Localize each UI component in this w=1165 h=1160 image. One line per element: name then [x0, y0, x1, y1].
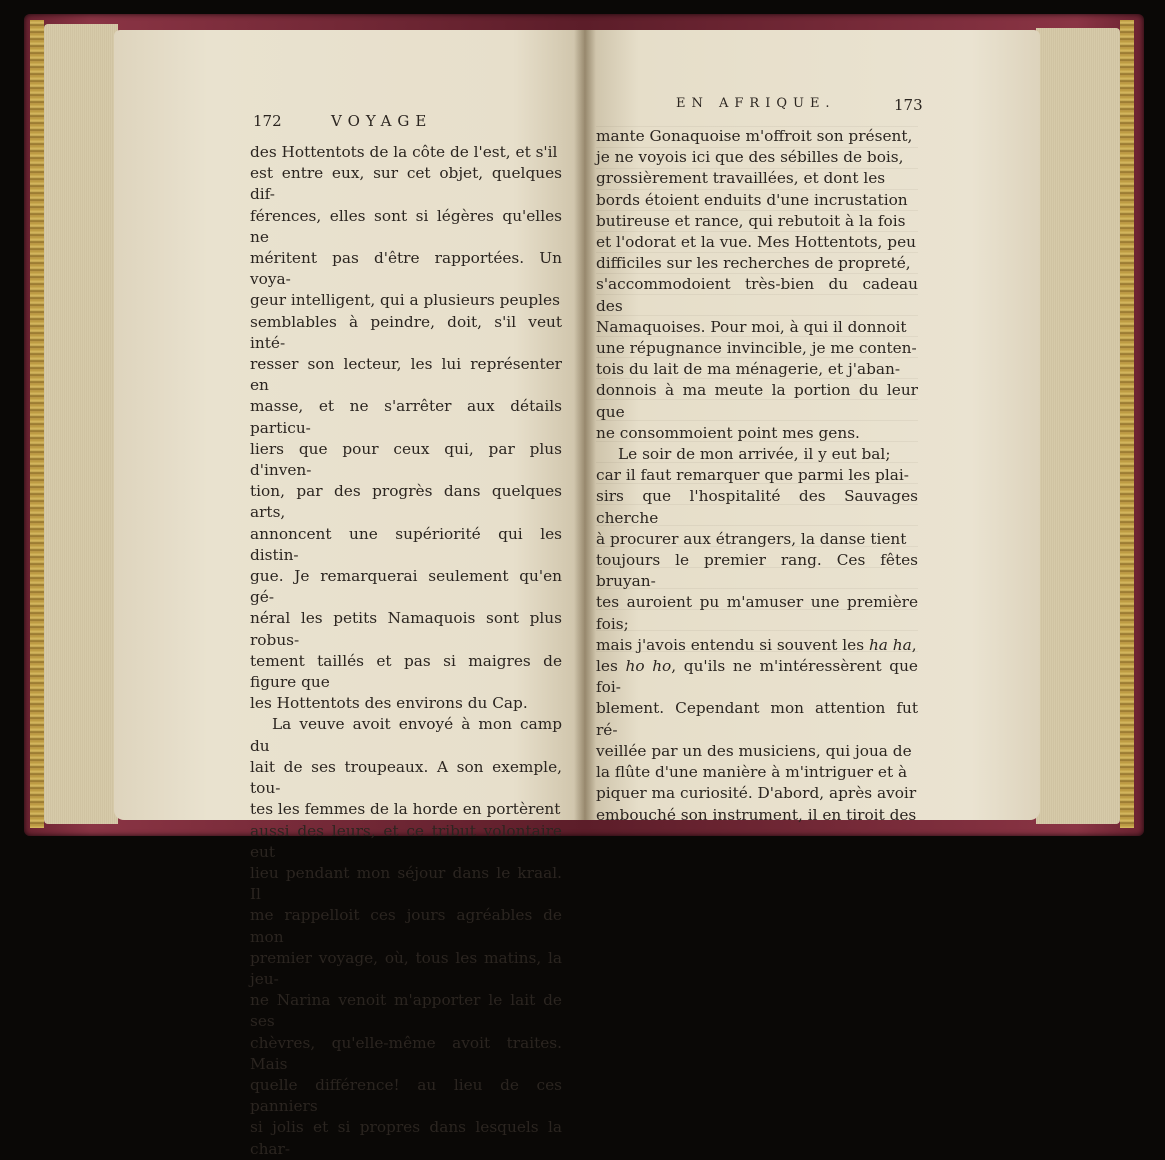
- text-line: donnois à ma meute la portion du leur que: [596, 381, 918, 421]
- text-line: lieu pendant mon séjour dans le kraal. Il: [250, 863, 562, 904]
- text-line: grossièrement travaillées, et dont les: [596, 169, 886, 188]
- text-line: tes les femmes de la horde en portèrent: [250, 800, 561, 819]
- text-line: butireuse et rance, qui rebutoit à la fois: [596, 211, 906, 230]
- text-line: ne Narina venoit m'apporter le lait de ses: [250, 991, 562, 1031]
- text-line: veillée par un des musiciens, qui joua de: [596, 741, 912, 760]
- text-line: tes auroient pu m'amuser une première fois;: [596, 593, 918, 633]
- text-line: mante Gonaquoise m'offroit son présent,: [596, 127, 913, 145]
- text-line: me rappelloit ces jours agréables de mon: [250, 906, 562, 946]
- text-line: je ne voyois ici que des sébilles de bois,: [596, 148, 904, 167]
- text-line: des Hottentots de la côte de l'est, et s'il: [250, 143, 558, 161]
- text-line: une répugnance invincible, je me conten-: [596, 339, 917, 358]
- text-line: néral les petits Namaquois sont plus robus-: [250, 609, 562, 649]
- text-line: annoncent une supériorité qui les distin-: [250, 524, 562, 564]
- text-line: difficiles sur les recherches de propreté,: [596, 254, 911, 273]
- text-line: férences, elles sont si légères qu'elles ne: [250, 206, 562, 246]
- text-line: [596, 656, 918, 698]
- text-line: liers que pour ceux qui, par plus d'inven-: [250, 439, 562, 480]
- text-line: resser son lecteur, les lui représenter en: [250, 355, 562, 395]
- left-page-text: [250, 142, 562, 1160]
- text-line: geur intelligent, qui a plusieurs peuples: [250, 291, 560, 310]
- text-line: sirs que l'hospitalité des Sauvages cherche: [596, 487, 918, 527]
- text-line: premier voyage, où, tous les matins, la jeu-: [250, 948, 562, 988]
- text-line: ne consommoient point mes gens.: [596, 423, 860, 442]
- text-fragment: mais j'avois entendu si souvent les: [596, 635, 869, 654]
- text-line: lait de ses troupeaux. A son exemple, tou-: [250, 757, 562, 798]
- page-edges-left: [44, 24, 118, 824]
- text-line: tion, par des progrès dans quelques arts,: [250, 482, 562, 522]
- text-line: la flûte d'une manière à m'intriguer et à: [596, 763, 908, 782]
- left-page-number: 172: [253, 112, 282, 130]
- right-page-number: 173: [894, 96, 923, 114]
- text-line: chèvres, qu'elle-même avoit traites. Mais: [250, 1033, 562, 1073]
- text-line: masse, et ne s'arrêter aux détails particu-: [250, 397, 562, 437]
- book-gutter: [574, 30, 596, 820]
- text-line: car il faut remarquer que parmi les plai-: [596, 466, 909, 485]
- right-running-title: EN AFRIQUE.: [676, 96, 836, 111]
- text-line: méritent pas d'être rapportées. Un voya-: [250, 249, 562, 289]
- text-line: [596, 635, 918, 656]
- text-line: La veuve avoit envoyé à mon camp du: [250, 715, 562, 755]
- text-fragment: les: [596, 657, 626, 676]
- text-line: Le soir de mon arrivée, il y eut bal;: [618, 445, 891, 464]
- text-fragment: ,: [911, 635, 917, 654]
- text-line: tement taillés et pas si maigres de figure que: [250, 651, 562, 692]
- text-line: semblables à peindre, doit, s'il veut inté-: [250, 312, 562, 352]
- text-line: quelle différence! au lieu de ces panniers: [250, 1075, 562, 1116]
- text-fragment: , qu'ils ne m'intéressèrent que foi-: [596, 657, 918, 697]
- gilt-edge-left: [30, 20, 44, 828]
- text-line: les Hottentots des environs du Cap.: [250, 694, 528, 713]
- text-line: aussi des leurs, et ce tribut volontaire eut: [250, 821, 562, 861]
- text-line: piquer ma curiosité. D'abord, après avoir: [596, 784, 917, 803]
- text-line: s'accommodoient très-bien du cadeau des: [596, 275, 918, 315]
- text-line: gue. Je remarquerai seulement qu'en gé-: [250, 567, 562, 607]
- text-line: toujours le premier rang. Ces fêtes bruyan-: [596, 551, 918, 591]
- text-line: blement. Cependant mon attention fut ré-: [596, 699, 918, 739]
- text-line: tois du lait de ma ménagerie, et j'aban-: [596, 360, 900, 379]
- text-line: Namaquoises. Pour moi, à qui il donnoit: [596, 317, 907, 336]
- text-line: si jolis et si propres dans lesquels la char-: [250, 1118, 562, 1158]
- right-page-text: [596, 126, 918, 826]
- italic-fragment: ha ha: [868, 635, 912, 654]
- text-line: est entre eux, sur cet objet, quelques dif-: [250, 164, 562, 204]
- text-line: bords étoient enduits d'une incrustation: [596, 190, 908, 209]
- italic-fragment: ho ho: [625, 657, 672, 676]
- page-edges-right: [1036, 28, 1120, 824]
- gilt-edge-right: [1120, 20, 1134, 828]
- text-line: à procurer aux étrangers, la danse tient: [596, 529, 907, 548]
- left-running-title: VOYAGE: [331, 112, 433, 130]
- text-line: embouché son instrument, il en tiroit des: [596, 805, 917, 824]
- text-line: et l'odorat et la vue. Mes Hottentots, peu: [596, 233, 916, 252]
